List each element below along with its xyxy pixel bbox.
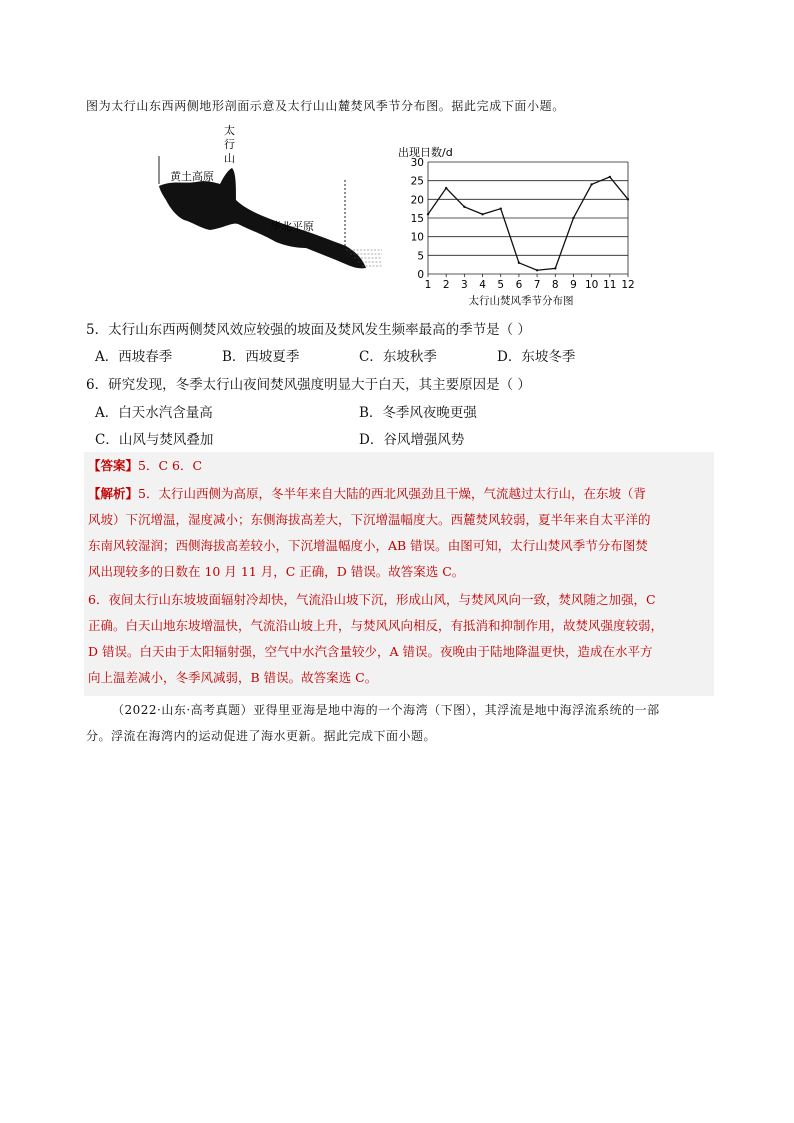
chart-point-9 bbox=[572, 217, 574, 219]
chart-title: 太行山焚风季节分布图 bbox=[468, 295, 574, 307]
chart-xtick-6: 6 bbox=[515, 279, 523, 291]
answer-text: 5．C 6．C bbox=[138, 458, 203, 473]
chart-point-10 bbox=[590, 183, 592, 185]
chart-ytick-0: 0 bbox=[417, 269, 424, 281]
q5-stem: 5．太行山东西两侧焚风效应较强的坡面及焚风发生频率最高的季节是（ ） bbox=[86, 322, 531, 338]
analysis-5-text-2: 风坡）下沉增温，湿度减小；东侧海拔高差大，下沉增温幅度大。西麓焚风较弱，夏半年来自太平洋的 bbox=[88, 512, 651, 527]
mountain-label-1: 太 bbox=[224, 124, 235, 137]
q5-option-c[interactable]: C．东坡秋季 bbox=[359, 349, 437, 365]
chart-ytick-10: 10 bbox=[410, 231, 424, 244]
chart-point-3 bbox=[463, 206, 465, 208]
plain-label: 华北平原 bbox=[270, 220, 314, 233]
next-intro-line-1: （2022·山东·高考真题）亚得里亚海是地中海的一个海湾（下图），其浮流是地中海浮流系统的一部 bbox=[112, 703, 660, 717]
chart-ytick-5: 5 bbox=[417, 250, 424, 263]
chart-xtick-9: 9 bbox=[570, 279, 577, 291]
analysis-6-text-2: 正确。白天山地东坡增温快，气流沿山坡上升，与焚风风向相反，有抵消和抑制作用，故焚风强度较弱， bbox=[88, 618, 664, 633]
analysis-6-text-4: 向上温差减小，冬季风减弱，B 错误。故答案选 C。 bbox=[88, 670, 378, 685]
q6-option-d[interactable]: D．谷风增强风势 bbox=[359, 432, 465, 448]
mountain-label-3: 山 bbox=[224, 152, 235, 165]
foehn-chart-svg bbox=[396, 142, 646, 312]
q5-option-a[interactable]: A．西坡春季 bbox=[95, 349, 173, 365]
q6-option-a[interactable]: A．白天水汽含量高 bbox=[95, 405, 213, 421]
next-intro-line-2: 分。浮流在海湾内的运动促进了海水更新。据此完成下面小题。 bbox=[86, 729, 437, 743]
chart-xtick-11: 11 bbox=[603, 279, 617, 291]
terrain-profile-svg bbox=[150, 118, 390, 278]
foehn-chart bbox=[396, 142, 646, 312]
analysis-5-text-1: 5．太行山西侧为高原，冬半年来自大陆的西北风强劲且干燥，气流越过太行山，在东坡（背 bbox=[138, 486, 646, 501]
chart-ylabel: 出现日数/d bbox=[398, 146, 453, 159]
chart-ytick-15: 15 bbox=[410, 213, 424, 225]
analysis-6-text-1: 6．夜间太行山东坡坡面辐射冷却快，气流沿山坡下沉，形成山风，与焚风风向一致，焚风随之加强，C bbox=[88, 592, 656, 607]
q6-stem: 6．研究发现，冬季太行山夜间焚风强度明显大于白天，其主要原因是（ ） bbox=[86, 377, 531, 393]
analysis-line-1 bbox=[88, 484, 646, 502]
chart-point-12 bbox=[627, 198, 629, 200]
terrain-profile-shape bbox=[159, 168, 366, 268]
q5-option-b[interactable]: B．西坡夏季 bbox=[222, 349, 300, 365]
answer-label: 【答案】 bbox=[88, 458, 139, 473]
chart-ytick-25: 25 bbox=[410, 175, 424, 188]
chart-point-4 bbox=[481, 213, 483, 215]
chart-point-5 bbox=[500, 207, 502, 209]
chart-point-11 bbox=[609, 176, 611, 178]
chart-xtick-7: 7 bbox=[533, 279, 541, 291]
analysis-6-text-3: D 错误。白天由于太阳辐射强，空气中水汽含量较少，A 错误。夜晚由于陆地降温更快，造成在水平方 bbox=[88, 644, 653, 659]
chart-xtick-5: 5 bbox=[497, 279, 505, 291]
chart-point-1 bbox=[427, 213, 429, 215]
chart-xtick-10: 10 bbox=[584, 279, 599, 291]
chart-point-2 bbox=[445, 187, 447, 189]
chart-xtick-4: 4 bbox=[479, 279, 486, 291]
analysis-5-text-4: 风出现较多的日数在 10 月 11 月，C 正确，D 错误。故答案选 C。 bbox=[88, 564, 465, 579]
chart-xtick-12: 12 bbox=[621, 279, 635, 291]
analysis-5-text-3: 东南风较湿润；西侧海拔高差较小，下沉增温幅度小，AB 错误。由图可知，太行山焚风季节分布图焚 bbox=[88, 538, 648, 553]
intro-text: 图为太行山东西两侧地形剖面示意及太行山山麓焚风季节分布图。据此完成下面小题。 bbox=[86, 99, 565, 113]
chart-ytick-20: 20 bbox=[410, 194, 424, 207]
chart-point-6 bbox=[518, 262, 520, 264]
chart-point-7 bbox=[536, 269, 538, 271]
q6-option-b[interactable]: B．冬季风夜晚更强 bbox=[359, 405, 477, 421]
chart-series-line bbox=[428, 177, 628, 270]
answer-line bbox=[88, 456, 202, 474]
mountain-label-2: 行 bbox=[224, 138, 235, 151]
q5-option-d[interactable]: D．东坡冬季 bbox=[497, 349, 576, 365]
chart-xtick-8: 8 bbox=[551, 279, 559, 291]
chart-xtick-1: 1 bbox=[424, 279, 432, 291]
plateau-label: 黄土高原 bbox=[170, 170, 214, 183]
chart-point-8 bbox=[554, 267, 556, 269]
chart-xtick-2: 2 bbox=[442, 279, 450, 291]
chart-xtick-3: 3 bbox=[461, 279, 468, 291]
chart-ytick-30: 30 bbox=[410, 157, 424, 169]
analysis-label: 【解析】 bbox=[88, 486, 139, 501]
q6-option-c[interactable]: C．山风与焚风叠加 bbox=[95, 432, 214, 448]
terrain-profile-figure bbox=[150, 118, 390, 278]
